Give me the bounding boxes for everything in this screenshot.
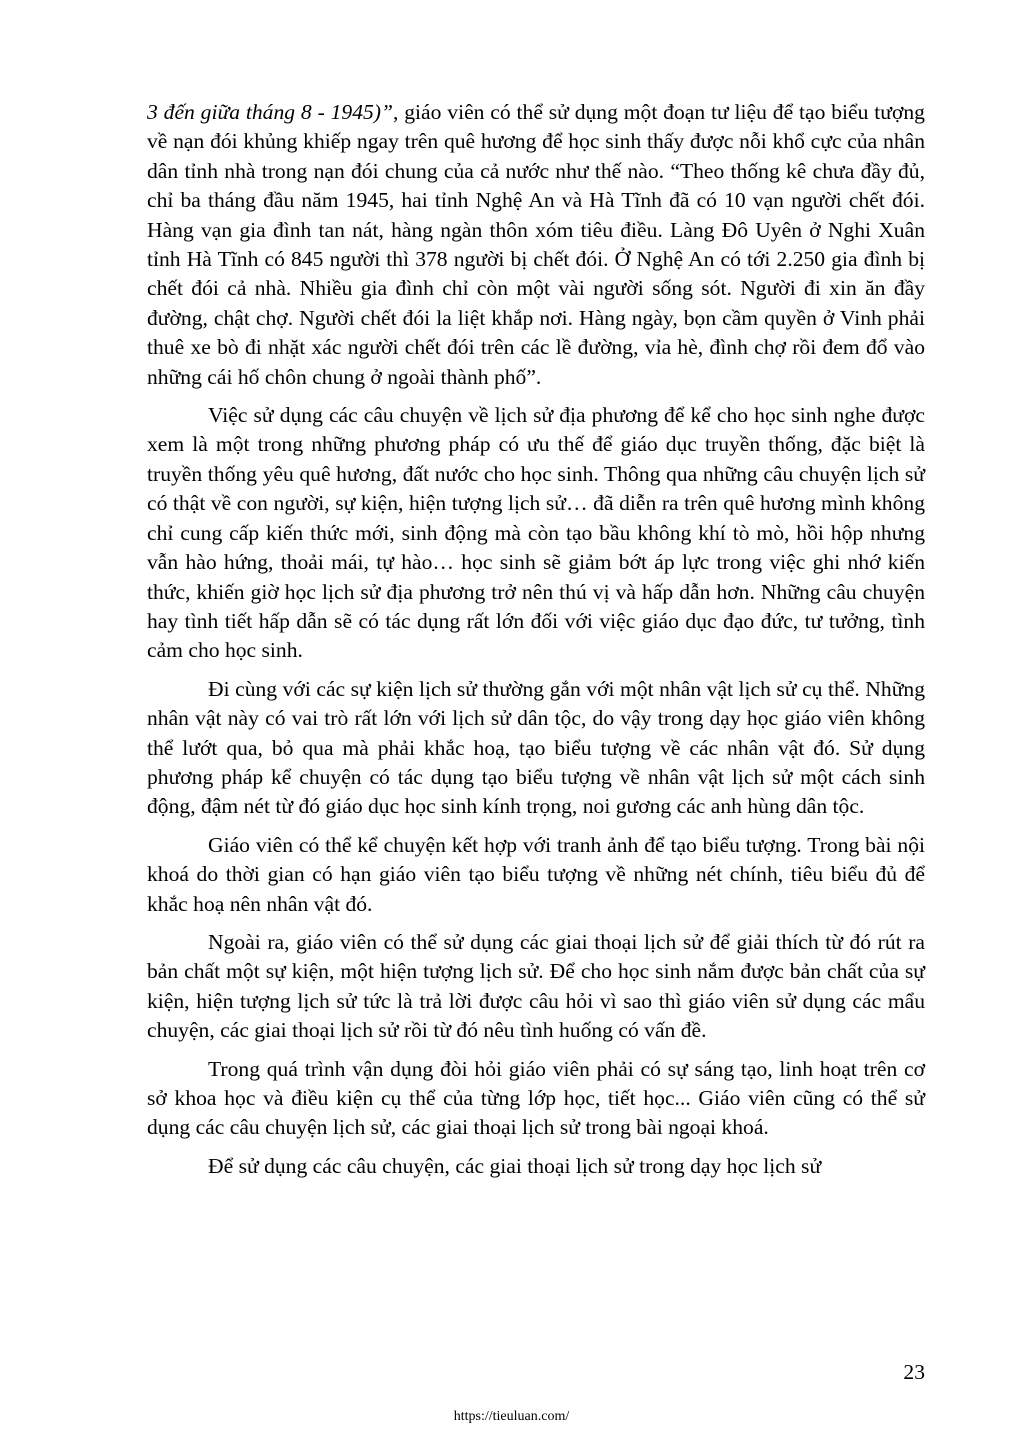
document-body <box>147 98 925 1181</box>
paragraph-1-text: , giáo viên có thể sử dụng một đoạn tư liệu để tạo biểu tượng về nạn đói khủng khiếp ngay trên quê hương để học sinh thấy được nỗi khổ cực của nhân dân tỉnh nhà trong nạn đói chung của cả nước như thế nào. “Theo thống kê chưa đầy đủ, chỉ ba tháng đầu năm 1945, hai tỉnh Nghệ An và Hà Tĩnh đã có 10 vạn người chết đói. Hàng vạn gia đình tan nát, hàng ngàn thôn xóm tiêu điều. Làng Đô Uyên ở Nghi Xuân tỉnh Hà Tĩnh có 845 người thì 378 người bị chết đói. Ở Nghệ An có tới 2.250 gia đình bị chết đói cả nhà. Nhiều gia đình chỉ còn một vài người sống sót. Người đi xin ăn đầy đường, chật chợ. Người chết đói la liệt khắp nơi. Hàng ngày, bọn cầm quyền ở Vinh phải thuê xe bò đi nhặt xác người chết đói trên các lề đường, vỉa hè, đình chợ rồi đem đổ vào những cái hố chôn chung ở ngoài thành phố”. <box>147 100 925 389</box>
paragraph-5: Ngoài ra, giáo viên có thể sử dụng các giai thoại lịch sử để giải thích từ đó rút ra bản chất một sự kiện, một hiện tượng lịch sử. Để cho học sinh nắm được bản chất của sự kiện, hiện tượng lịch sử tức là trả lời được câu hỏi vì sao thì giáo viên sử dụng các mẩu chuyện, các giai thoại lịch sử rồi từ đó nêu tình huống có vấn đề. <box>147 929 925 1043</box>
italic-lead: 3 đến giữa tháng 8 - 1945)” <box>147 100 393 124</box>
paragraph-6: Trong quá trình vận dụng đòi hỏi giáo viên phải có sự sáng tạo, linh hoạt trên cơ sở khoa học và điều kiện cụ thể của từng lớp học, tiết học... Giáo viên cũng có thể sử dụng các câu chuyện lịch sử, các giai thoại lịch sử trong bài ngoại khoá. <box>147 1056 925 1140</box>
footer-url: https://tieuluan.com/ <box>453 1409 570 1424</box>
page-number: 23 <box>903 1360 925 1384</box>
paragraph-2: Việc sử dụng các câu chuyện về lịch sử địa phương để kể cho học sinh nghe được xem là một trong những phương pháp có ưu thế để giáo dục truyền thống, đặc biệt là truyền thống yêu quê hương, đất nước cho học sinh. Thông qua những câu chuyện lịch sử có thật về con người, sự kiện, hiện tượng lịch sử… đã diễn ra trên quê hương mình không chỉ cung cấp kiến thức mới, sinh động mà còn tạo bầu không khí tò mò, hồi hộp nhưng vẫn hào hứng, thoải mái, tự hào… học sinh sẽ giảm bớt áp lực trong việc ghi nhớ kiến thức, khiến giờ học lịch sử địa phương trở nên thú vị và hấp dẫn hơn. Những câu chuyện hay tình tiết hấp dẫn sẽ có tác dụng rất lớn đối với việc giáo dục đạo đức, tư tưởng, tình cảm cho học sinh. <box>147 403 925 663</box>
paragraph-7: Để sử dụng các câu chuyện, các giai thoại lịch sử trong dạy học lịch sử <box>208 1153 822 1178</box>
paragraph-3: Đi cùng với các sự kiện lịch sử thường gắn với một nhân vật lịch sử cụ thể. Những nhân vật này có vai trò rất lớn với lịch sử dân tộc, do vậy trong dạy học giáo viên không thể lướt qua, bỏ qua mà phải khắc hoạ, tạo biểu tượng về các nhân vật đó. Sử dụng phương pháp kể chuyện có tác dụng tạo biểu tượng về nhân vật lịch sử một cách sinh động, đậm nét từ đó giáo dục học sinh kính trọng, noi gương các anh hùng dân tộc. <box>147 676 925 819</box>
paragraph-4: Giáo viên có thể kể chuyện kết hợp với tranh ảnh để tạo biểu tượng. Trong bài nội khoá do thời gian có hạn giáo viên tạo biểu tượng về những nét chính, tiêu biểu đủ để khắc hoạ nên nhân vật đó. <box>147 832 925 916</box>
paragraph-1 <box>147 98 925 392</box>
